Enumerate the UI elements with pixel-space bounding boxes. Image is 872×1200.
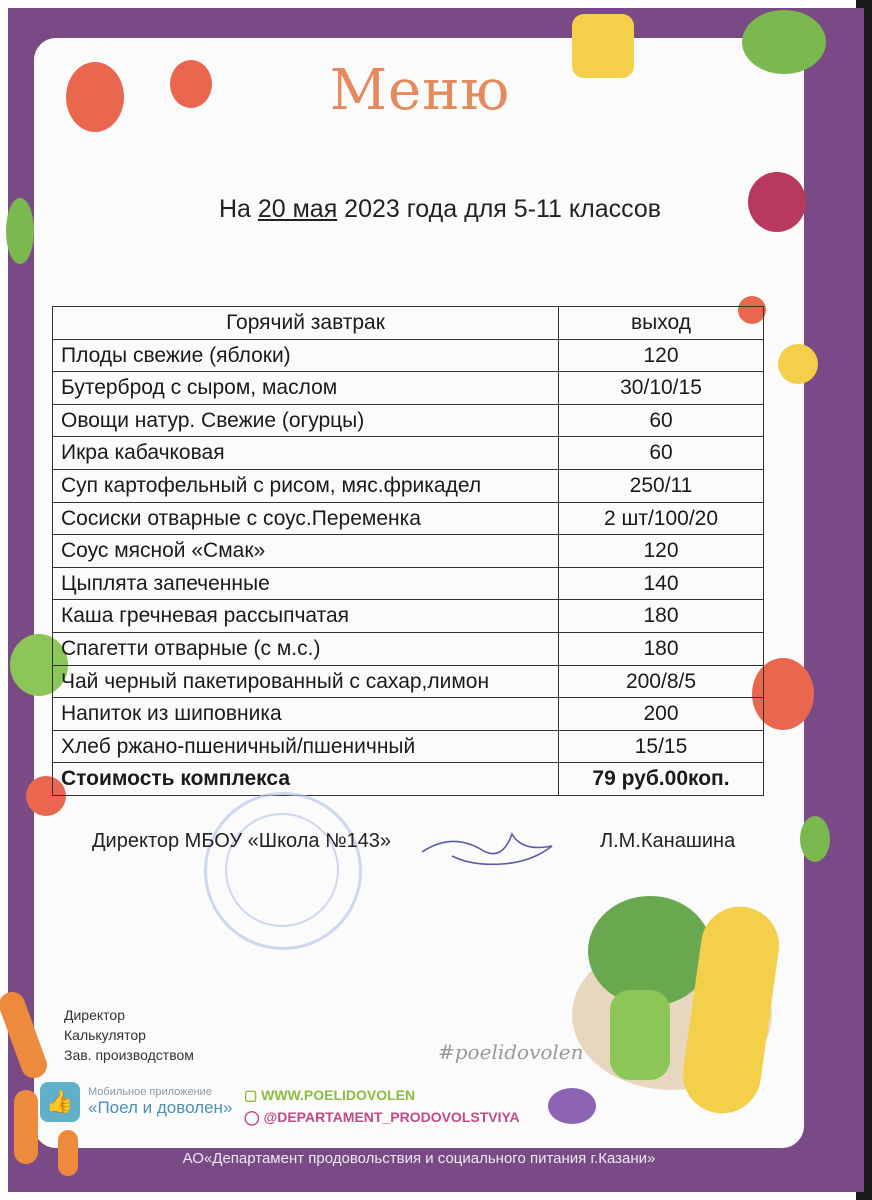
monitor-icon: ▢ bbox=[244, 1087, 262, 1103]
tomato-illustration bbox=[170, 60, 212, 108]
dish-name: Соус мясной «Смак» bbox=[53, 535, 559, 568]
dish-output: 120 bbox=[559, 339, 764, 372]
handwritten-signature bbox=[412, 822, 582, 872]
dish-name: Сосиски отварные с соус.Переменка bbox=[53, 502, 559, 535]
lettuce-illustration bbox=[800, 816, 830, 862]
menu-table bbox=[52, 306, 764, 796]
table-row bbox=[53, 339, 764, 372]
dish-output: 120 bbox=[559, 535, 764, 568]
table-row bbox=[53, 502, 764, 535]
instagram-icon: ◯ bbox=[244, 1109, 264, 1125]
table-row bbox=[53, 404, 764, 437]
lettuce-illustration bbox=[6, 198, 34, 264]
dish-name: Каша гречневая рассыпчатая bbox=[53, 600, 559, 633]
page-title: Меню bbox=[329, 58, 511, 123]
subtitle-suffix: 2023 года для 5-11 классов bbox=[337, 195, 662, 223]
smiley-illustration bbox=[778, 344, 818, 384]
dish-name: Цыплята запеченные bbox=[53, 567, 559, 600]
tomato-illustration bbox=[66, 62, 124, 132]
table-row bbox=[53, 665, 764, 698]
table-row bbox=[53, 632, 764, 665]
dish-output: 250/11 bbox=[559, 469, 764, 502]
cheese-illustration bbox=[572, 14, 634, 78]
dish-name: Суп картофельный с рисом, мяс.фрикадел bbox=[53, 469, 559, 502]
total-price: 79 руб.00коп. bbox=[559, 763, 764, 796]
dish-output: 200 bbox=[559, 698, 764, 731]
website-link[interactable] bbox=[244, 1084, 520, 1106]
table-row bbox=[53, 567, 764, 600]
app-label: Мобильное приложение bbox=[88, 1086, 212, 1098]
dish-name: Бутерброд с сыром, маслом bbox=[53, 372, 559, 405]
app-name: «Поел и доволен» bbox=[88, 1098, 233, 1117]
signature-name: Л.М.Канашина bbox=[600, 830, 736, 852]
table-row bbox=[53, 698, 764, 731]
table-row bbox=[53, 600, 764, 633]
signature-role: Директор МБОУ «Школа №143» bbox=[92, 830, 392, 852]
menu-date-heading bbox=[120, 195, 760, 224]
organization-footer: АО«Департамент продовольствия и социального питания г.Казани» bbox=[182, 1150, 656, 1167]
broccoli-stem-illustration bbox=[610, 990, 670, 1080]
table-header-row bbox=[53, 307, 764, 340]
lettuce-illustration bbox=[742, 10, 826, 74]
candy-illustration bbox=[548, 1088, 596, 1124]
dish-name: Овощи натур. Свежие (огурцы) bbox=[53, 404, 559, 437]
menu-date: 20 мая bbox=[257, 195, 338, 223]
total-label: Стоимость комплекса bbox=[53, 763, 559, 796]
mobile-app-promo bbox=[40, 1082, 232, 1122]
dish-name: Хлеб ржано-пшеничный/пшеничный bbox=[53, 730, 559, 763]
table-row bbox=[53, 535, 764, 568]
dish-output: 60 bbox=[559, 404, 764, 437]
dish-name: Напиток из шиповника bbox=[53, 698, 559, 731]
dish-output: 30/10/15 bbox=[559, 372, 764, 405]
dish-output: 180 bbox=[559, 632, 764, 665]
table-row bbox=[53, 372, 764, 405]
dish-name: Плоды свежие (яблоки) bbox=[53, 339, 559, 372]
column-header-dish: Горячий завтрак bbox=[53, 307, 559, 340]
table-row bbox=[53, 469, 764, 502]
contact-links bbox=[244, 1084, 520, 1128]
dish-output: 200/8/5 bbox=[559, 665, 764, 698]
dish-output: 60 bbox=[559, 437, 764, 470]
total-row bbox=[53, 763, 764, 796]
column-header-output: выход bbox=[559, 307, 764, 340]
website-text: WWW.POELIDOVOLEN bbox=[261, 1087, 416, 1103]
staff-calculator: Калькулятор bbox=[64, 1027, 146, 1043]
staff-director: Директор bbox=[64, 1007, 125, 1023]
dish-output: 2 шт/100/20 bbox=[559, 502, 764, 535]
staff-production-head: Зав. производством bbox=[64, 1047, 194, 1063]
hashtag: #poelidovolen bbox=[438, 1040, 584, 1064]
dish-output: 15/15 bbox=[559, 730, 764, 763]
instagram-text: @DEPARTAMENT_PRODOVOLSTVIYA bbox=[263, 1109, 520, 1125]
table-row bbox=[53, 437, 764, 470]
app-text bbox=[88, 1086, 232, 1118]
dish-output: 180 bbox=[559, 600, 764, 633]
dish-name: Чай черный пакетированный с сахар,лимон bbox=[53, 665, 559, 698]
dish-name: Икра кабачковая bbox=[53, 437, 559, 470]
dish-name: Спагетти отварные (с м.с.) bbox=[53, 632, 559, 665]
instagram-link[interactable] bbox=[244, 1106, 520, 1128]
subtitle-prefix: На bbox=[218, 195, 258, 223]
thumbs-up-icon: 👍 bbox=[40, 1082, 80, 1122]
table-row bbox=[53, 730, 764, 763]
dish-output: 140 bbox=[559, 567, 764, 600]
school-stamp bbox=[204, 792, 362, 950]
